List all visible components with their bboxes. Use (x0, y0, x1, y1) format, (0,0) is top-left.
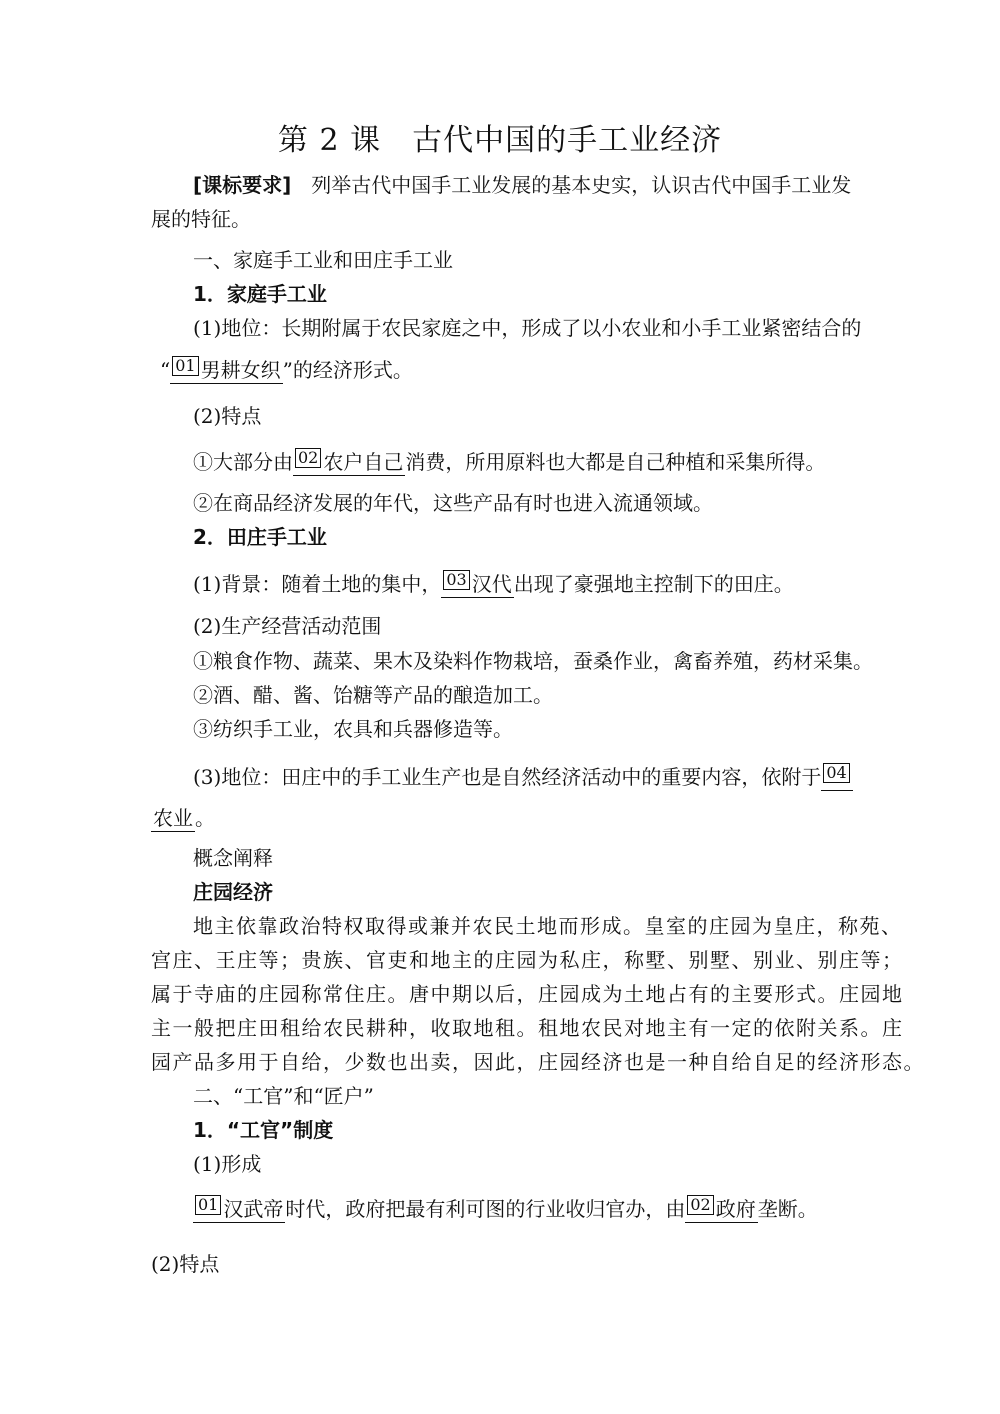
concept-line-5: 园产品多用于自给，少数也出卖，因此，庄园经济也是一种自给自足的经济形态。 (151, 1050, 925, 1074)
paragraph-status: (1)地位：长期附属于农民家庭之中，形成了以小农业和小手工业紧密结合的 (193, 316, 862, 340)
quote-open: “ (160, 358, 171, 382)
paragraph-estate-status (193, 763, 853, 791)
blank-number: 01 (172, 356, 198, 376)
subheading-official-craft: 1．“工官”制度 (193, 1118, 334, 1142)
answer-text: 政府 (715, 1197, 756, 1221)
paragraph-features: (2)特点 (193, 404, 262, 428)
paragraph-text: ”的经济形式。 (282, 358, 413, 382)
curriculum-requirement-text: 列举古代中国手工业发展的基本史实，认识古代中国手工业发 (291, 173, 852, 197)
section-heading-1: 一、家庭手工业和田庄手工业 (193, 248, 453, 272)
answer-blank-04-cont (151, 805, 195, 832)
blank-number: 04 (823, 763, 849, 783)
paragraph-background (193, 570, 794, 598)
section-heading-2: 二、“工官”和“匠户” (193, 1084, 374, 1108)
answer-blank-02 (685, 1195, 757, 1223)
paragraph-scope-1: ①粮食作物、蔬菜、果木及染料作物栽培，蚕桑作业，禽畜养殖，药材采集。 (193, 649, 873, 673)
answer-blank-01 (193, 1195, 285, 1223)
paragraph-text: (1)背景：随着土地的集中， (193, 572, 442, 596)
paragraph-estate-status-cont (151, 805, 215, 832)
paragraph-features-2: (2)特点 (151, 1252, 220, 1276)
paragraph-formation: (1)形成 (193, 1152, 262, 1176)
subheading-estate-handicraft: 2．田庄手工业 (193, 525, 327, 549)
blank-number: 02 (687, 1195, 713, 1215)
concept-line-1: 地主依靠政治特权取得或兼并农民土地而形成。皇室的庄园为皇庄，称苑、 (193, 914, 903, 938)
concept-line-4: 主一般把庄田租给农民耕种，收取地租。租地农民对地主有一定的依附关系。庄 (151, 1016, 904, 1040)
answer-text: 农业 (153, 806, 193, 830)
paragraph-text: 出现了豪强地主控制下的田庄。 (513, 572, 794, 596)
paragraph-text: 垄断。 (757, 1197, 818, 1221)
paragraph-text: 时代，政府把最有利可图的行业收归官办，由 (285, 1197, 686, 1221)
paragraph-scope-2: ②酒、醋、酱、饴糖等产品的酿造加工。 (193, 683, 553, 707)
answer-text: 汉代 (471, 572, 512, 596)
paragraph-scope: (2)生产经营活动范围 (193, 614, 382, 638)
paragraph-feature-2: ②在商品经济发展的年代，这些产品有时也进入流通领域。 (193, 491, 713, 515)
answer-text: 男耕女织 (200, 358, 281, 382)
paragraph-status-cont (160, 356, 413, 384)
curriculum-requirement-label: [课标要求] (193, 173, 292, 197)
concept-line-2: 宫庄、王庄等；贵族、官吏和地主的庄园为私庄，称墅、别墅、别业、别庄等； (151, 948, 904, 972)
concept-heading: 庄园经济 (193, 880, 273, 904)
paragraph-text: ①大部分由 (193, 450, 293, 474)
blank-number: 01 (195, 1195, 221, 1215)
subheading-family-handicraft: 1．家庭手工业 (193, 282, 327, 306)
paragraph-text: (3)地位：田庄中的手工业生产也是自然经济活动中的重要内容，依附于 (193, 765, 822, 789)
answer-blank-03 (441, 570, 513, 598)
paragraph-text: 消费，所用原料也大都是自己种植和采集所得。 (405, 450, 826, 474)
curriculum-requirement-line-1 (193, 172, 851, 198)
paragraph-formation-detail (193, 1195, 818, 1223)
blank-number: 03 (443, 570, 469, 590)
blank-number: 02 (295, 448, 321, 468)
answer-text: 汉武帝 (223, 1197, 284, 1221)
page-title: 第 2 课 古代中国的手工业经济 (277, 123, 723, 158)
paragraph-feature-1 (193, 448, 825, 476)
concept-line-3: 属于寺庙的庄园称常住庄。唐中期以后，庄园成为土地占有的主要形式。庄园地 (151, 982, 904, 1006)
concept-label: 概念阐释 (193, 846, 273, 870)
answer-blank-02 (293, 448, 405, 476)
answer-text: 农户自己 (323, 450, 404, 474)
paragraph-text: 。 (195, 806, 215, 830)
paragraph-scope-3: ③纺织手工业，农具和兵器修造等。 (193, 717, 513, 741)
answer-blank-04 (821, 763, 853, 791)
curriculum-requirement-line-2: 展的特征。 (151, 207, 251, 231)
answer-blank-01 (170, 356, 282, 384)
